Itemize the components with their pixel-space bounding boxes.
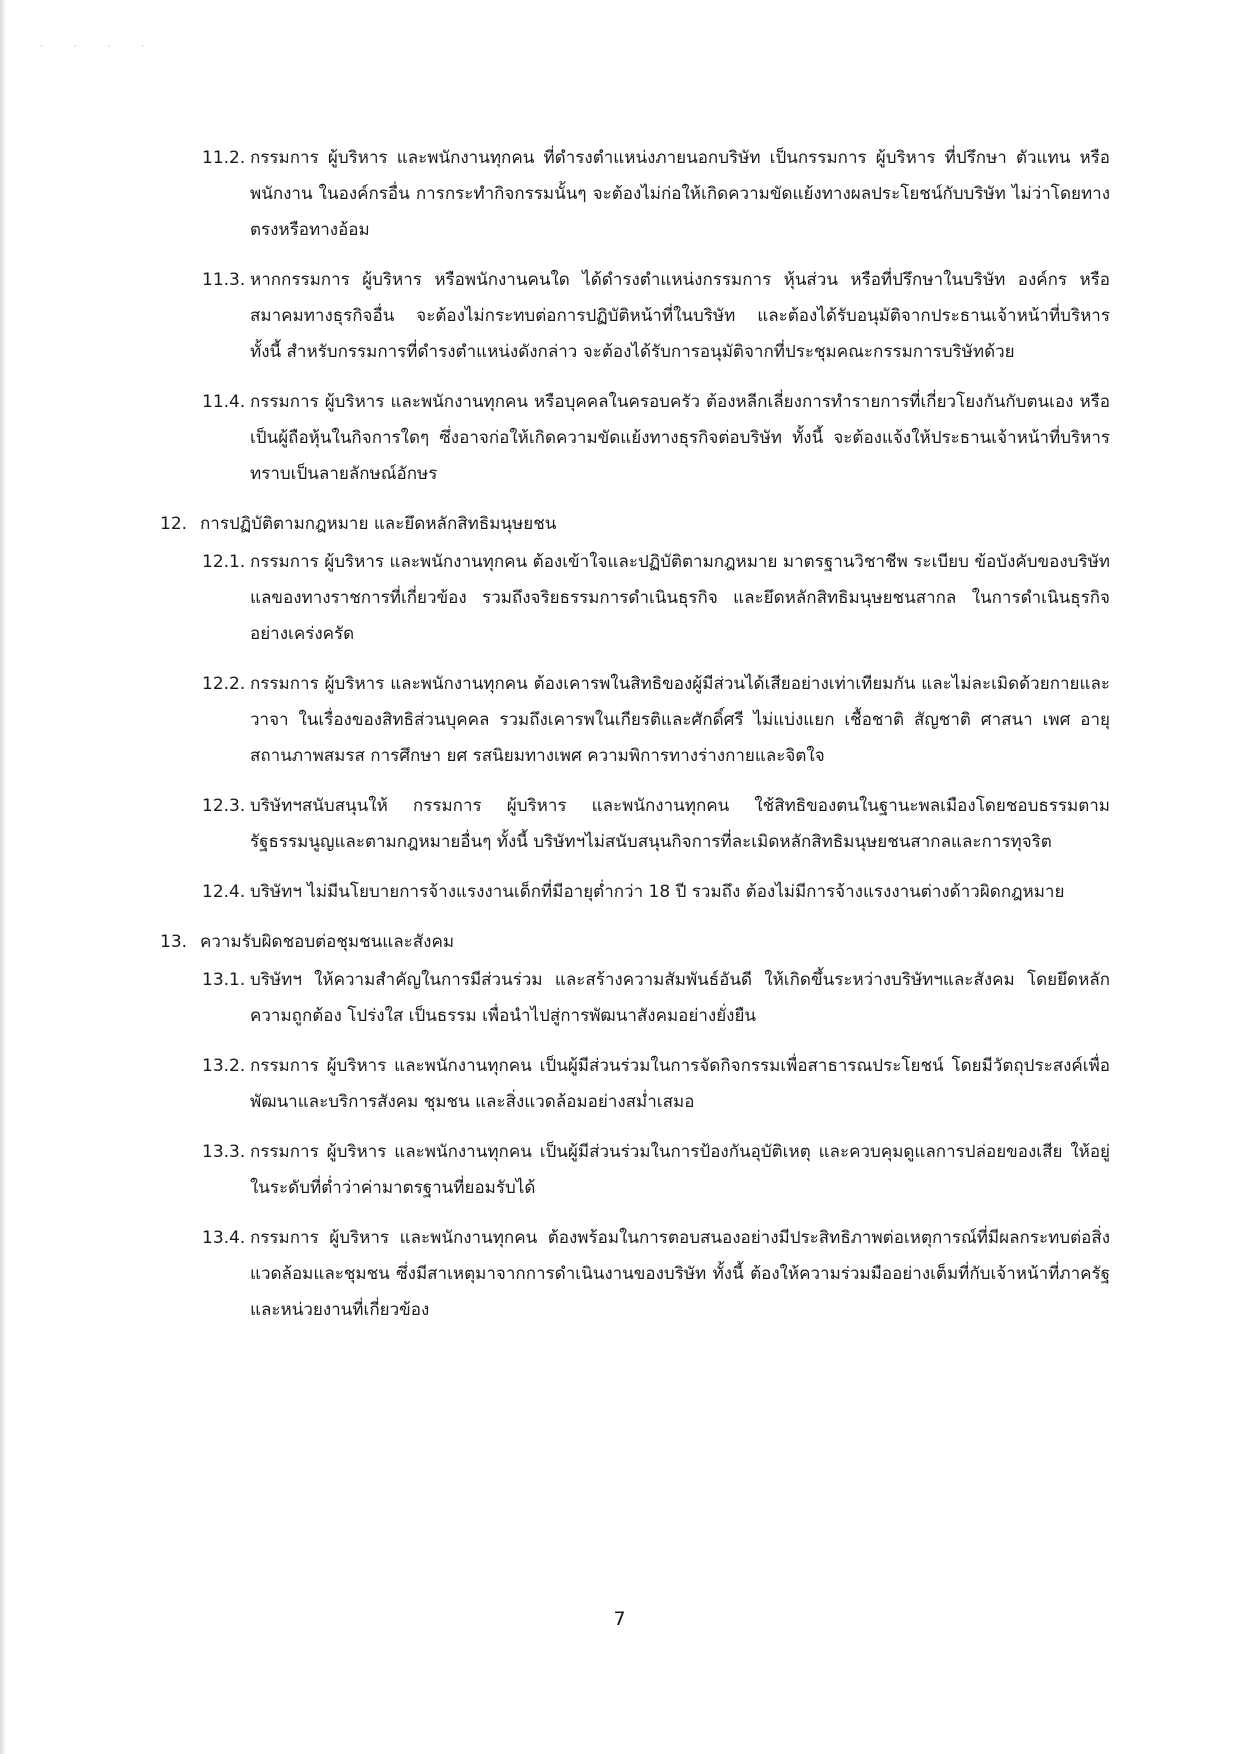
scan-speckles: · · · · bbox=[40, 42, 159, 52]
clause-number: 13.3. bbox=[202, 1142, 246, 1162]
clause-text: กรรมการ ผู้บริหาร และพนักงานทุกคน ต้องพร้อมในการตอบสนองอย่างมีประสิทธิภาพต่อเหตุการณ์ที่มีผลกระทบต่อสิ่งแวดล้อมและชุมชน ซึ่งมีสาเหตุมาจากการดำเนินงานของบริษัท ทั้งนี้ ต้องให้ความร่วมมืออย่างเต็มที่กับเจ้าหน้าที่ภาครัฐและหน่วยงานที่เกี่ยวข้อง bbox=[250, 1228, 1110, 1320]
section-number: 13. bbox=[160, 932, 188, 952]
clause-text: หากกรรมการ ผู้บริหาร หรือพนักงานคนใด ได้ดำรงตำแหน่งกรรมการ หุ้นส่วน หรือที่ปรึกษาในบริษัท องค์กร หรือสมาคมทางธุรกิจอื่น จะต้องไม่กระทบต่อการปฏิบัติหน้าที่ในบริษัท และต้องได้รับอนุมัติจากประธานเจ้าหน้าที่บริหาร ทั้งนี้ สำหรับกรรมการที่ดำรงตำแหน่งดังกล่าว จะต้องได้รับการอนุมัติจากที่ประชุมคณะกรรมการบริษัทด้วย bbox=[250, 270, 1110, 362]
clause-13-1 bbox=[202, 962, 1110, 1034]
section-12 bbox=[160, 506, 1110, 910]
clause-text: กรรมการ ผู้บริหาร และพนักงานทุกคน ต้องเข้าใจและปฏิบัติตามกฎหมาย มาตรฐานวิชาชีพ ระเบียบ ข้อบังคับของบริษัท แลของทางราชการที่เกี่ยวข้อง รวมถึงจริยธรรมการดำเนินธุรกิจ และยึดหลักสิทธิมนุษยชนสากล ในการดำเนินธุรกิจ อย่างเคร่งครัด bbox=[250, 552, 1110, 644]
clause-11-3 bbox=[202, 262, 1110, 370]
clause-number: 11.4. bbox=[202, 392, 246, 412]
clause-13-2 bbox=[202, 1048, 1110, 1120]
clause-12-3 bbox=[202, 788, 1110, 860]
clause-text: บริษัทฯ ไม่มีนโยบายการจ้างแรงงานเด็กที่มีอายุต่ำกว่า 18 ปี รวมถึง ต้องไม่มีการจ้างแรงงานต่างด้าวผิดกฎหมาย bbox=[250, 882, 1065, 902]
clause-number: 11.2. bbox=[202, 148, 246, 168]
clause-number: 11.3. bbox=[202, 270, 246, 290]
clause-text: บริษัทฯ ให้ความสำคัญในการมีส่วนร่วม และสร้างความสัมพันธ์อันดี ให้เกิดขึ้นระหว่างบริษัทฯและสังคม โดยยึดหลักความถูกต้อง โปร่งใส เป็นธรรม เพื่อนำไปสู่การพัฒนาสังคมอย่างยั่งยืน bbox=[250, 970, 1110, 1026]
clause-number: 13.2. bbox=[202, 1056, 246, 1076]
clause-text: กรรมการ ผู้บริหาร และพนักงานทุกคน เป็นผู้มีส่วนร่วมในการจัดกิจกรรมเพื่อสาธารณประโยชน์ โดยมีวัตถุประสงค์เพื่อพัฒนาและบริการสังคม ชุมชน และสิ่งแวดล้อมอย่างสม่ำเสมอ bbox=[250, 1056, 1110, 1112]
clause-13-3 bbox=[202, 1134, 1110, 1206]
clause-number: 12.3. bbox=[202, 796, 246, 816]
section-title: ความรับผิดชอบต่อชุมชนและสังคม bbox=[200, 932, 455, 952]
clause-11-4 bbox=[202, 384, 1110, 492]
document-body bbox=[160, 140, 1110, 1342]
clause-text: กรรมการ ผู้บริหาร และพนักงานทุกคน เป็นผู้มีส่วนร่วมในการป้องกันอุบัติเหตุ และควบคุมดูแลการปล่อยของเสีย ให้อยู่ในระดับที่ต่ำว่าค่ามาตรฐานที่ยอมรับได้ bbox=[250, 1142, 1110, 1198]
clause-text: บริษัทฯสนับสนุนให้ กรรมการ ผู้บริหาร และพนักงานทุกคน ใช้สิทธิของตนในฐานะพลเมืองโดยชอบธรรมตามรัฐธรรมนูญและตามกฎหมายอื่นๆ ทั้งนี้ บริษัทฯไม่สนับสนุนกิจการที่ละเมิดหลักสิทธิมนุษยชนสากลและการทุจริต bbox=[250, 796, 1110, 852]
clause-12-4 bbox=[202, 874, 1110, 910]
section-heading bbox=[160, 506, 1110, 542]
clause-13-4 bbox=[202, 1220, 1110, 1328]
page-number: 7 bbox=[613, 1608, 626, 1630]
clause-text: กรรมการ ผู้บริหาร และพนักงานทุกคน หรือบุคคลในครอบครัว ต้องหลีกเลี่ยงการทำรายการที่เกี่ยวโยงกันกับตนเอง หรือเป็นผู้ถือหุ้นในกิจการใดๆ ซึ่งอาจก่อให้เกิดความขัดแย้งทางธุรกิจต่อบริษัท ทั้งนี้ จะต้องแจ้งให้ประธานเจ้าหน้าที่บริหารทราบเป็นลายลักษณ์อักษร bbox=[250, 392, 1110, 484]
section-title: การปฏิบัติตามกฎหมาย และยึดหลักสิทธิมนุษยชน bbox=[200, 514, 557, 534]
section-11 bbox=[160, 140, 1110, 492]
section-13 bbox=[160, 924, 1110, 1328]
scan-edge-shadow bbox=[0, 0, 6, 1754]
section-heading bbox=[160, 924, 1110, 960]
clause-number: 13.1. bbox=[202, 970, 246, 990]
clause-12-1 bbox=[202, 544, 1110, 652]
clause-12-2 bbox=[202, 666, 1110, 774]
clause-number: 12.2. bbox=[202, 674, 246, 694]
section-number: 12. bbox=[160, 514, 188, 534]
clause-text: กรรมการ ผู้บริหาร และพนักงานทุกคน ต้องเคารพในสิทธิของผู้มีส่วนได้เสียอย่างเท่าเทียมกัน และไม่ละเมิดด้วยกายและวาจา ในเรื่องของสิทธิส่วนบุคคล รวมถึงเคารพในเกียรติและศักดิ์ศรี ไม่แบ่งแยก เชื้อชาติ สัญชาติ ศาสนา เพศ อายุ สถานภาพสมรส การศึกษา ยศ รสนิยมทางเพศ ความพิการทางร่างกายและจิตใจ bbox=[250, 674, 1110, 766]
clause-number: 13.4. bbox=[202, 1228, 246, 1248]
clause-text: กรรมการ ผู้บริหาร และพนักงานทุกคน ที่ดำรงตำแหน่งภายนอกบริษัท เป็นกรรมการ ผู้บริหาร ที่ปรึกษา ตัวแทน หรือพนักงาน ในองค์กรอื่น การกระทำกิจกรรมนั้นๆ จะต้องไม่ก่อให้เกิดความขัดแย้งทางผลประโยชน์กับบริษัท ไม่ว่าโดยทางตรงหรือทางอ้อม bbox=[250, 148, 1110, 240]
clause-number: 12.4. bbox=[202, 882, 246, 902]
clause-number: 12.1. bbox=[202, 552, 246, 572]
clause-11-2 bbox=[202, 140, 1110, 248]
